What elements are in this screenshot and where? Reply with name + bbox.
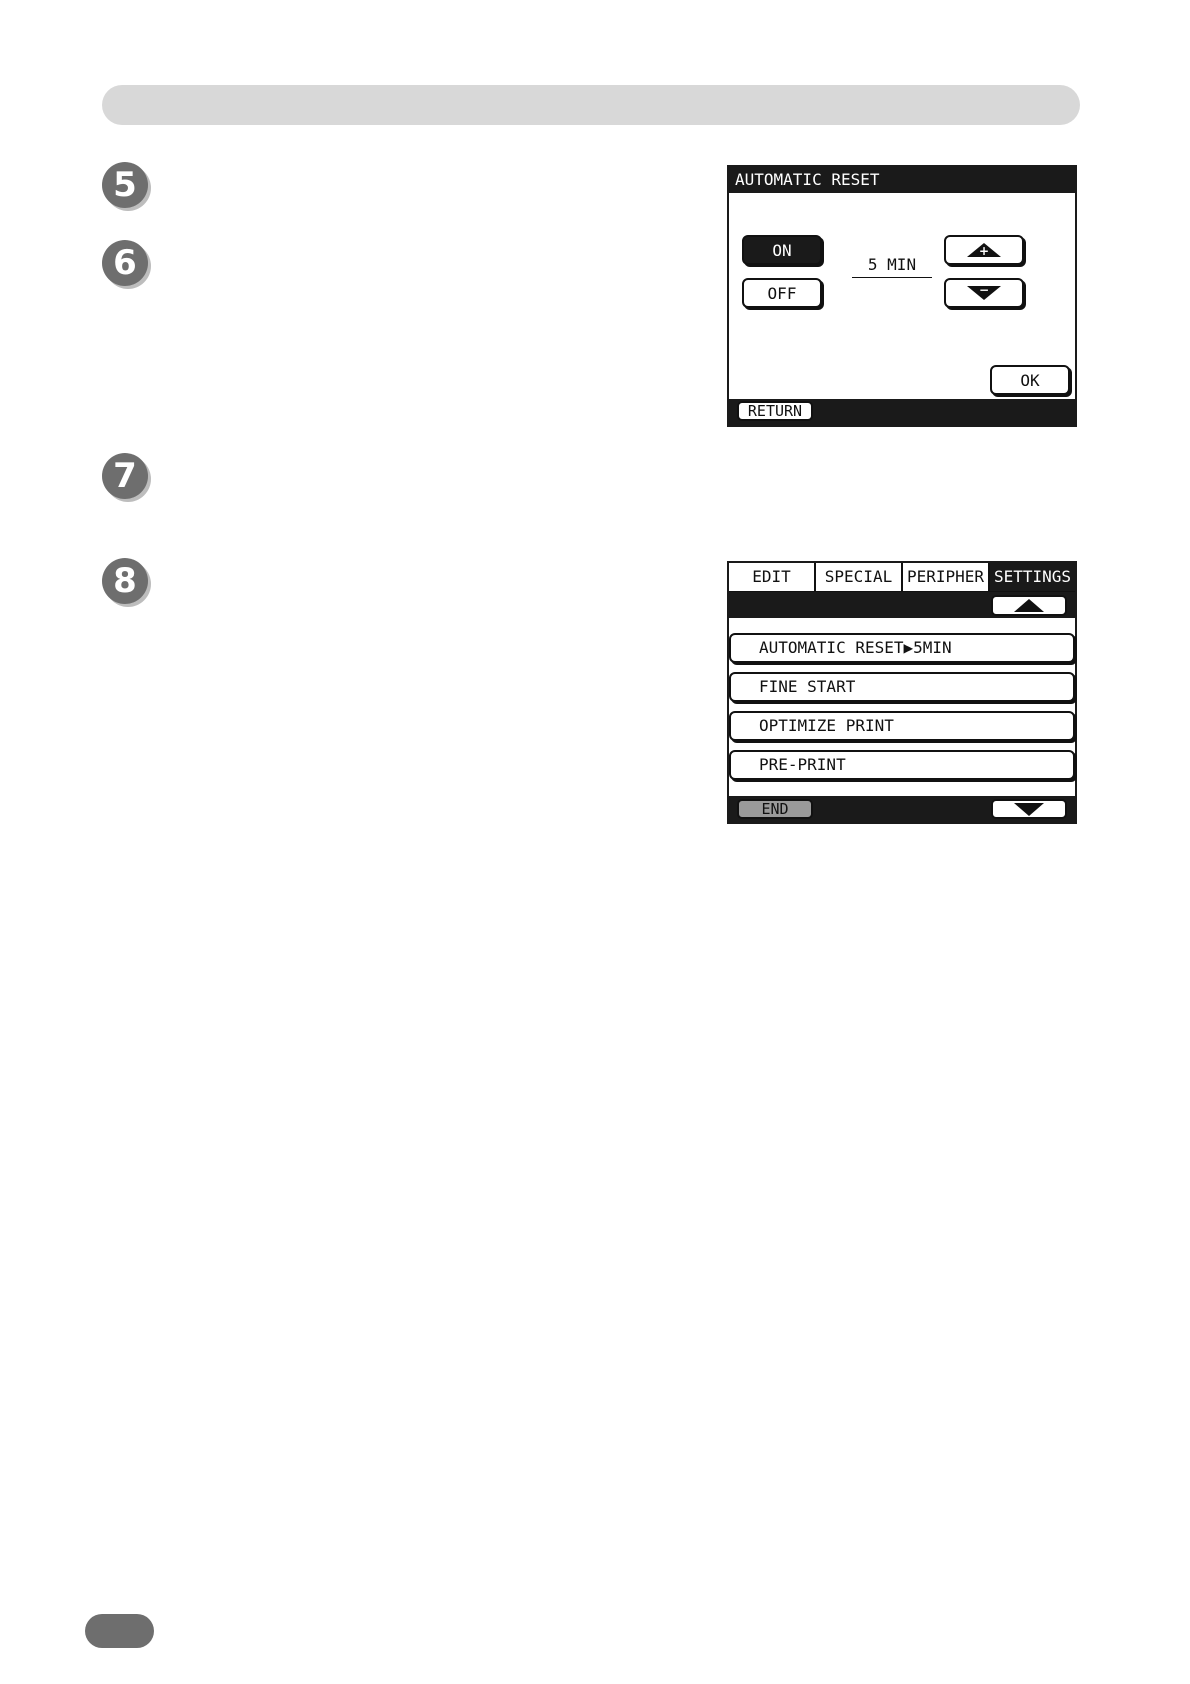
reset-time-value: 5 MIN <box>852 255 932 278</box>
scroll-up-button[interactable] <box>991 595 1067 616</box>
return-button[interactable]: RETURN <box>737 401 813 421</box>
off-button[interactable]: OFF <box>742 278 822 308</box>
down-minus-arrow-icon: − <box>966 284 1002 302</box>
step-number-8: 8 <box>102 558 148 604</box>
step-number-6: 6 <box>102 240 148 286</box>
menu-item-optimize-print[interactable]: OPTIMIZE PRINT <box>729 711 1075 741</box>
on-button[interactable]: ON <box>742 235 822 265</box>
menu-item-automatic-reset[interactable]: AUTOMATIC RESET▶5MIN <box>729 633 1075 663</box>
increase-button[interactable] <box>944 235 1024 265</box>
menu-item-pre-print[interactable]: PRE-PRINT <box>729 750 1075 780</box>
menu-item-fine-start[interactable]: FINE START <box>729 672 1075 702</box>
step-number-7: 7 <box>102 453 148 499</box>
settings-menu-screen <box>727 561 1077 824</box>
decrease-button[interactable] <box>944 278 1024 308</box>
scroll-down-button[interactable] <box>991 799 1067 819</box>
up-plus-arrow-icon: + <box>966 241 1002 259</box>
triangle-down-icon <box>1014 803 1044 816</box>
end-button[interactable]: END <box>737 799 813 819</box>
automatic-reset-screen <box>727 165 1077 427</box>
screen-title: AUTOMATIC RESET <box>729 167 1075 193</box>
step-number-5: 5 <box>102 162 148 208</box>
ok-button[interactable]: OK <box>990 365 1070 395</box>
tab-settings[interactable]: SETTINGS <box>990 563 1075 591</box>
tab-edit[interactable]: EDIT <box>729 563 816 591</box>
tab-peripher[interactable]: PERIPHER <box>903 563 990 591</box>
tab-bar <box>729 563 1075 593</box>
triangle-up-icon <box>1014 599 1044 612</box>
page-number-tab <box>85 1614 154 1648</box>
section-header-bar <box>102 85 1080 125</box>
tab-special[interactable]: SPECIAL <box>816 563 903 591</box>
